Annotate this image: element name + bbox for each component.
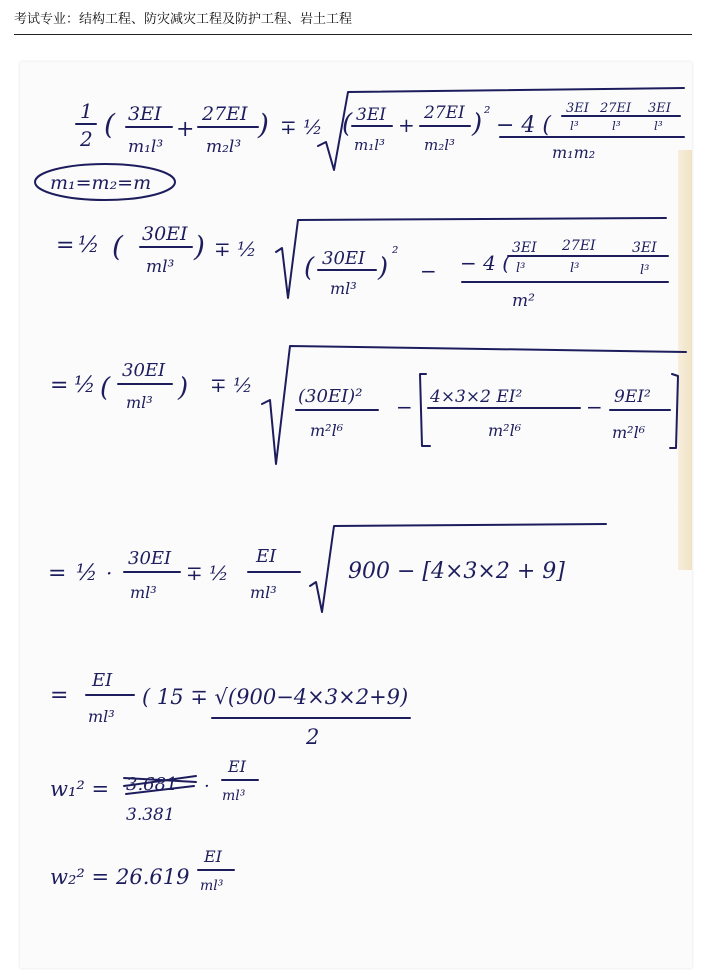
term1-denominator: m₁l³ bbox=[128, 137, 164, 157]
svg-text:m²l⁶: m²l⁶ bbox=[310, 421, 344, 440]
svg-text:l³: l³ bbox=[640, 263, 650, 278]
svg-text:3EI: 3EI bbox=[648, 101, 671, 116]
svg-text:): ) bbox=[178, 373, 189, 403]
svg-text:ml³: ml³ bbox=[88, 707, 115, 726]
svg-text:w₂² =: w₂² = bbox=[50, 865, 110, 889]
svg-text:27EI: 27EI bbox=[424, 103, 465, 123]
svg-text:(: ( bbox=[304, 253, 315, 283]
svg-text:ml³: ml³ bbox=[222, 788, 246, 804]
result-w2 bbox=[50, 847, 234, 894]
svg-text:∓ ½: ∓ ½ bbox=[214, 237, 257, 261]
svg-text:(: ( bbox=[112, 230, 123, 263]
svg-text:=: = bbox=[50, 373, 69, 398]
equation-line-4 bbox=[48, 524, 606, 612]
svg-text:+: + bbox=[176, 117, 195, 142]
svg-text:30EI: 30EI bbox=[322, 248, 366, 269]
svg-text:(: ( bbox=[104, 108, 115, 141]
svg-text:4×3×2 EI²: 4×3×2 EI² bbox=[430, 387, 523, 407]
exam-header-title: 考试专业：结构工程、防灾减灾工程及防护工程、岩土工程 bbox=[14, 12, 353, 27]
svg-text:l³: l³ bbox=[612, 119, 621, 133]
svg-text:½: ½ bbox=[76, 561, 98, 586]
svg-text:ml³: ml³ bbox=[130, 583, 157, 602]
result-w1 bbox=[50, 757, 258, 825]
svg-text:9EI²: 9EI² bbox=[614, 387, 651, 407]
svg-text:½: ½ bbox=[74, 373, 96, 398]
svg-text:m²l⁶: m²l⁶ bbox=[488, 421, 522, 440]
equation-line-1 bbox=[76, 88, 684, 170]
term1-numerator: 3EI bbox=[128, 103, 162, 125]
svg-text:30EI: 30EI bbox=[142, 223, 188, 245]
struck-value: 3.681 bbox=[126, 774, 178, 795]
svg-text:l³: l³ bbox=[570, 261, 580, 276]
svg-text:): ) bbox=[378, 253, 389, 283]
svg-text:ml³: ml³ bbox=[126, 393, 153, 412]
svg-text:EI: EI bbox=[204, 847, 222, 866]
svg-text:27EI: 27EI bbox=[600, 101, 632, 116]
svg-text:²: ² bbox=[392, 243, 399, 262]
svg-text:ml³: ml³ bbox=[146, 257, 175, 277]
svg-text:27EI: 27EI bbox=[562, 238, 596, 254]
w2-value: 26.619 bbox=[116, 865, 190, 889]
svg-text:(: ( bbox=[100, 373, 111, 403]
svg-text:∓ ½: ∓ ½ bbox=[280, 115, 323, 139]
svg-text:): ) bbox=[258, 108, 269, 141]
svg-text:=: = bbox=[48, 561, 67, 586]
svg-text:m²: m² bbox=[512, 291, 535, 311]
condition-note bbox=[35, 164, 175, 200]
svg-text:2: 2 bbox=[306, 725, 320, 749]
svg-text:900 − [4×3×2 + 9]: 900 − [4×3×2 + 9] bbox=[348, 559, 565, 584]
w1-value: 3.381 bbox=[126, 805, 175, 825]
svg-text:=: = bbox=[50, 683, 69, 708]
svg-text:l³: l³ bbox=[516, 261, 526, 276]
half-num: 1 bbox=[80, 99, 93, 123]
svg-text:∓ ½: ∓ ½ bbox=[210, 373, 253, 397]
equation-line-2 bbox=[56, 218, 668, 311]
svg-text:ml³: ml³ bbox=[250, 583, 277, 602]
svg-text:EI: EI bbox=[228, 757, 246, 776]
svg-text:m²l⁶: m²l⁶ bbox=[612, 423, 646, 442]
svg-text:½: ½ bbox=[78, 233, 100, 258]
svg-text:−: − bbox=[396, 395, 413, 419]
svg-text:·: · bbox=[204, 776, 210, 797]
equation-line-3 bbox=[50, 346, 686, 464]
svg-text:l³: l³ bbox=[570, 119, 579, 133]
svg-text:( 15 ∓ √(900−4×3×2+9): ( 15 ∓ √(900−4×3×2+9) bbox=[142, 685, 409, 709]
svg-text:(: ( bbox=[342, 109, 353, 139]
svg-text:30EI: 30EI bbox=[122, 360, 166, 381]
svg-text:EI: EI bbox=[92, 670, 113, 691]
svg-text:²: ² bbox=[484, 103, 491, 122]
svg-text:EI: EI bbox=[256, 546, 277, 567]
svg-text:m₁=m₂=m: m₁=m₂=m bbox=[50, 172, 152, 194]
svg-text:3EI: 3EI bbox=[566, 101, 589, 116]
svg-text:l³: l³ bbox=[654, 119, 663, 133]
svg-text:+: + bbox=[398, 113, 415, 137]
svg-text:−: − bbox=[586, 395, 603, 419]
svg-text:30EI: 30EI bbox=[128, 548, 172, 569]
svg-text:m₁m₂: m₁m₂ bbox=[552, 143, 596, 162]
term2-numerator: 27EI bbox=[202, 103, 248, 125]
svg-text:−: − bbox=[420, 259, 437, 283]
svg-text:3EI: 3EI bbox=[356, 105, 386, 125]
svg-text:(30EI)²: (30EI)² bbox=[298, 386, 363, 407]
svg-text:ml³: ml³ bbox=[330, 279, 357, 298]
equation-line-5 bbox=[50, 670, 410, 749]
svg-text:·: · bbox=[106, 561, 113, 585]
svg-text:=: = bbox=[56, 233, 75, 258]
svg-text:3EI: 3EI bbox=[632, 240, 657, 256]
svg-text:− 4 (: − 4 ( bbox=[460, 251, 510, 275]
svg-text:3EI: 3EI bbox=[512, 240, 537, 256]
svg-text:− 4 (: − 4 ( bbox=[496, 113, 551, 138]
svg-text:∓ ½: ∓ ½ bbox=[186, 561, 229, 585]
svg-text:m₁l³: m₁l³ bbox=[354, 136, 386, 154]
term2-denominator: m₂l³ bbox=[206, 137, 242, 157]
svg-text:ml³: ml³ bbox=[200, 878, 224, 894]
svg-text:): ) bbox=[472, 109, 483, 139]
svg-text:w₁² =: w₁² = bbox=[50, 777, 110, 801]
svg-text:): ) bbox=[194, 230, 205, 263]
svg-text:m₂l³: m₂l³ bbox=[424, 136, 456, 154]
svg-text:2: 2 bbox=[80, 127, 93, 151]
